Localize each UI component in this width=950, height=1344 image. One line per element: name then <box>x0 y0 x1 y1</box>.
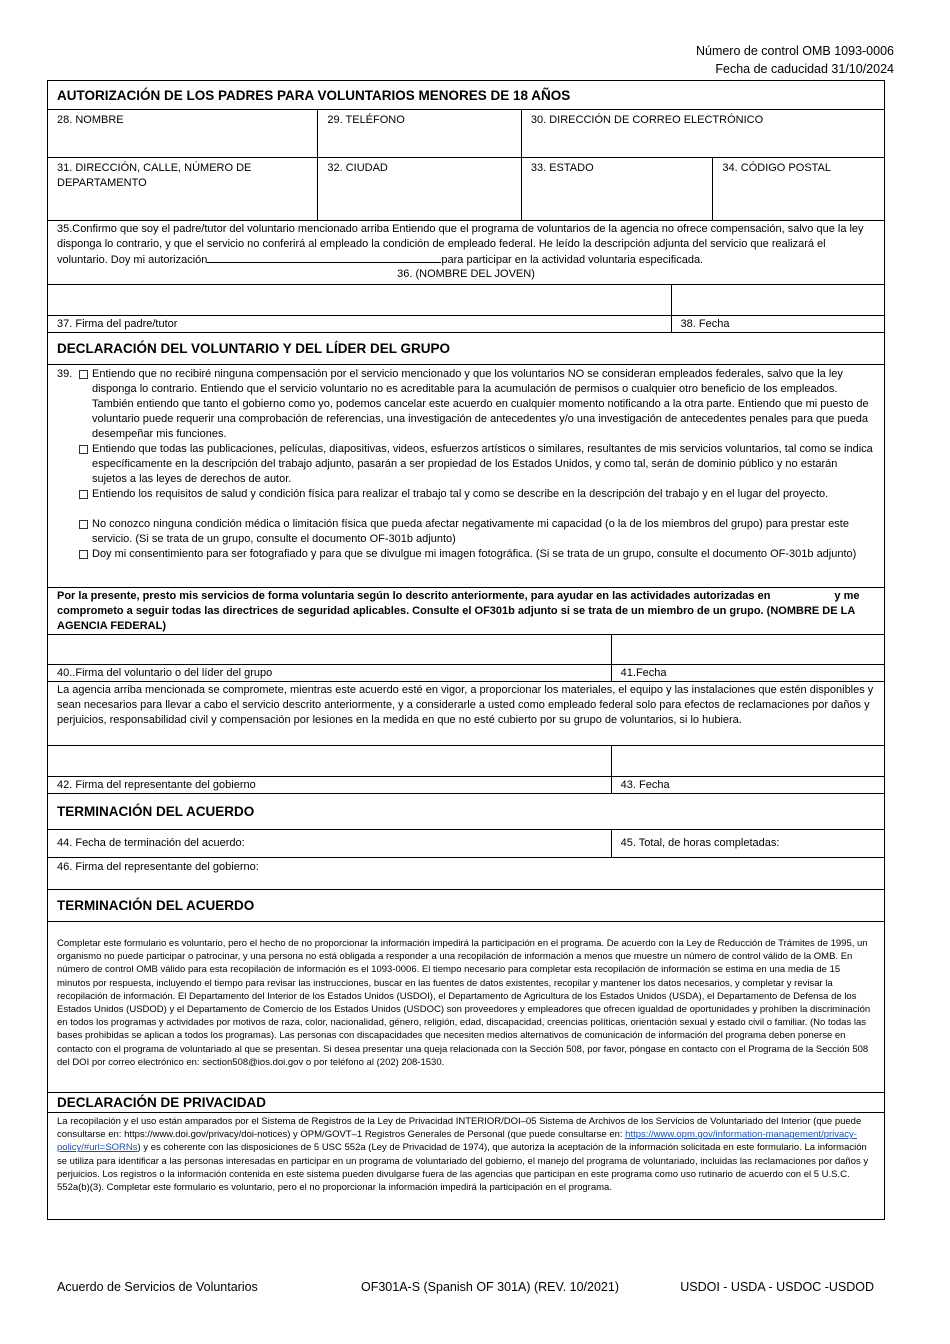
checkbox-icon[interactable] <box>79 445 88 454</box>
gov-signature-row <box>48 746 884 794</box>
declaration-item <box>79 487 875 502</box>
declaration-text: Entiendo que no recibiré ninguna compensación por el servicio mencionado y que los voluntarios NO se consideran empleados federales, salvo que la ley disponga lo contrario. Entiendo que el servicio voluntario no es acreditable para la acumulación de permisos o cualquier otro beneficio de los empleados. También entiendo que tanto el gobierno como yo, podemos cancelar este acuerdo en cualquier momento notificando a la otra parte. Entiendo que mi puesto de voluntario puede requerir una comprobación de referencias, una investigación de antecedentes y/o una investigación de antecedentes penales para que pueda desempeñar mis funciones. <box>92 368 869 440</box>
state-field[interactable]: 33. ESTADO <box>522 158 714 220</box>
service-statement-text: Por la presente, presto mis servicios de forma voluntaria según lo descrito anteriormente, para ayudar en las actividades autorizadas en <box>57 590 771 602</box>
burden-title: TERMINACIÓN DEL ACUERDO <box>57 898 255 913</box>
declaration-item <box>79 517 875 547</box>
agency-commitment: La agencia arriba mencionada se compromete, mientras este acuerdo esté en vigor, a proporcionar los materiales, el equipo y las instalaciones que estén disponibles y sean necesarios para llevar a cabo el servicio descrito anteriormente, y a considerarle a usted como empleado federal solo para efectos de reclamaciones por daños y perjuicios, responsabilidad civil y compensación por lesiones en la medida en que no esté cubierto por su grupo de voluntarios, si lo hubiera. <box>57 684 874 726</box>
burden-statement-row <box>48 922 884 1093</box>
privacy-text-end: ) y es coherente con las disposiciones de 5 USC 552a (Ley de Privacidad de 1974), que autoriza la aceptación de la información solicitada en este formulario. La información se utiliza para identificar a las personas interesadas en participar en un programa de voluntariado del gobierno, el manejo del programa de voluntariado, incluidas las reclamaciones por daños y perjuicios. Los registros o la información contenida en este sistema pueden divulgarse fuera de las agencias que participan en este programa como uso rutinario de acuerdo con el 5 U.S.C. 552a(b)(3). Completar este formulario es voluntario, pero el no proporcionar la información impedirá la participación en el programa. <box>57 1142 869 1194</box>
service-statement <box>48 588 884 634</box>
youth-name-label: 36. (NOMBRE DEL JOVEN) <box>397 268 535 280</box>
termination-title: TERMINACIÓN DEL ACUERDO <box>57 804 255 819</box>
parental-authorization-title: AUTORIZACIÓN DE LOS PADRES PARA VOLUNTARIOS MENORES DE 18 AÑOS <box>57 87 571 103</box>
declaration-text: Entiendo que todas las publicaciones, películas, diapositivas, videos, esfuerzos artísticos o similares, resultantes de mis servicios voluntarios, tal como se indica específicamente en la descripción del trabajo adjunto, pasarán a ser propiedad de los Estados Unidos, y como tal, serán de dominio público y no estarán sujetos a las leyes de derechos de autor. <box>92 443 873 485</box>
section-title-row <box>48 794 884 830</box>
burden-statement: Completar este formulario es voluntario, pero el hecho de no proporcionar la información impedirá la participación en el programa. De acuerdo con la Ley de Reducción de Trámites de 1995, un organismo no puede participar o patrocinar, y una persona no está obligada a responder a una recopilación de información a menos que muestre un número de control válido de la OMB. En número de control OMB válido para esta recopilación de información es el 1093-0006. El tiempo necesario para completar esta recopilación de información se estima en una media de 15 minutos por respuesta, incluyendo el tiempo para revisar las instrucciones, buscar en las fuentes de datos existentes, recopilar y mantener los datos necesarios, y completar y revisar la recopilación de información. El Departamento del Interior de los Estados Unidos (USDOI), el Departamento de Agricultura de los Estados Unidos (USDA), el Departamento de Defensa de los Estados Unidos (USDOD) y el Departamento de Comercio de los Estados Unidos (USDOC) son proveedores y empleadores que ofrecen igualdad de oportunidades y prohíben la discriminación en todos los programas y actividades por motivos de raza, color, nacionalidad, género, religión, edad, discapacidad, creencias políticas, orientación sexual y estado civil o familiar. (No todas las bases prohibidas se aplican a todos los programas). Las personas con discapacidades que necesiten medios alternativos de comunicación de información del programa deben ponerse en contacto con el programa de voluntariado al que se presentan. Si desea presentar una queja relacionada con la Sección 508, por favor, póngase en contacto con el Programa de la Sección 508 del DOI por correo electrónico en: section508@ios.doi.gov o por teléfono al (202) 208-1530. <box>57 938 871 1068</box>
volunteer-signature-cell <box>48 635 612 681</box>
gov-signature-cell <box>48 746 612 793</box>
declaration-text: Entiendo los requisitos de salud y condición física para realizar el trabajo tal y como se describe en la descripción del trabajo y en el lugar del proyecto. <box>92 488 829 500</box>
volunteer-date-cell <box>612 635 884 681</box>
declarations-number: 39. <box>57 368 73 380</box>
privacy-statement-row <box>48 1113 884 1219</box>
section-title-row <box>48 81 884 110</box>
parent-confirmation-text-end: para participar en la actividad voluntaria especificada. <box>441 254 704 266</box>
declaration-item <box>79 442 875 487</box>
volunteer-signature-row <box>48 635 884 682</box>
checkbox-icon[interactable] <box>79 370 88 379</box>
youth-name-input[interactable] <box>207 252 441 263</box>
checkbox-icon[interactable] <box>79 490 88 499</box>
service-statement-text-end: y me comprometo a seguir todas las directrices de seguridad aplicables. Consulte el OF301b adjunto si se trata de un miembro de un grupo. (NOMBRE DE LA AGENCIA FEDERAL) <box>57 590 860 632</box>
gov-signature-input[interactable] <box>48 746 611 777</box>
declarations-list <box>79 367 875 584</box>
omb-header <box>696 42 894 78</box>
city-field[interactable]: 32. CIUDAD <box>318 158 522 220</box>
checkbox-icon[interactable] <box>79 520 88 529</box>
volunteer-signature-input[interactable] <box>48 635 611 665</box>
parent-confirmation <box>48 221 884 284</box>
service-statement-row <box>48 588 884 635</box>
parent-signature-input[interactable] <box>48 285 671 316</box>
address-field[interactable]: 31. DIRECCIÓN, CALLE, NÚMERO DE DEPARTAMENTO <box>48 158 318 220</box>
termination-row <box>48 830 884 858</box>
privacy-statement <box>48 1113 884 1219</box>
phone-field[interactable]: 29. TELÉFONO <box>318 110 522 157</box>
omb-control-number: Número de control OMB 1093-0006 <box>695 44 894 58</box>
section-title-row <box>48 890 884 922</box>
footer-agencies: USDOI - USDA - USDOC -USDOD <box>680 1280 874 1294</box>
total-hours-field[interactable]: 45. Total, de horas completadas: <box>620 837 780 849</box>
footer-form-title: Acuerdo de Servicios de Voluntarios <box>57 1280 258 1294</box>
gov-date-cell <box>612 746 884 793</box>
privacy-title: DECLARACIÓN DE PRIVACIDAD <box>57 1095 267 1110</box>
declaration-item <box>79 547 875 562</box>
agency-commitment-row <box>48 682 884 746</box>
section-title-row <box>48 1093 884 1113</box>
zip-field[interactable]: 34. CÓDIGO POSTAL <box>722 162 832 174</box>
footer-form-number: OF301A-S (Spanish OF 301A) (REV. 10/2021) <box>361 1280 620 1294</box>
gov-date-input[interactable] <box>612 746 884 777</box>
declaration-text: Doy mi consentimiento para ser fotografiado y para que se divulgue mi imagen fotográfica. (Si se trata de un grupo, consulte el documento OF-301b adjunto) <box>92 548 857 560</box>
volunteer-signature-label: 40..Firma del voluntario o del líder del grupo <box>57 667 273 679</box>
parent-signature-label: 37. Firma del padre/tutor <box>57 318 178 330</box>
termination-signature-field[interactable]: 46. Firma del representante del gobierno: <box>57 861 259 873</box>
parent-date-label: 38. Fecha <box>680 318 730 330</box>
volunteer-declaration-title: DECLARACIÓN DEL VOLUNTARIO Y DEL LÍDER DEL GRUPO <box>57 341 451 356</box>
parent-confirmation-text: 35.Confirmo que soy el padre/tutor del voluntario mencionado arriba Entiendo que el programa de voluntarios de la agencia no ofrece compensación, salvo que la ley disponga lo contrario, y que el servicio no conferirá al empleado la condición de empleado federal. He leído la descripción adjunta del servicio que realizará el voluntario. Doy mi autorización <box>57 223 864 266</box>
gov-date-label: 43. Fecha <box>620 779 670 791</box>
parent-date-input[interactable] <box>672 285 884 316</box>
opm-privacy-link[interactable]: https://www.opm.gov/information-management/privacy-policy/#url=SORNs <box>57 1129 857 1154</box>
volunteer-date-label: 41.Fecha <box>620 667 667 679</box>
volunteer-date-input[interactable] <box>612 635 884 665</box>
contact-row <box>48 110 884 158</box>
termination-date-field[interactable]: 44. Fecha de terminación del acuerdo: <box>48 830 612 857</box>
termination-signature-row <box>48 858 884 890</box>
parent-confirmation-row <box>48 221 884 285</box>
email-field[interactable]: 30. DIRECCIÓN DE CORREO ELECTRÓNICO <box>530 114 764 126</box>
privacy-text: La recopilación y el uso están amparados por el Sistema de Registros de la Ley de Privacidad INTERIOR/DOI–05 Sistema de Archivos de los Servicios de Voluntariado del Interior (que puede consultarse en: https://www.doi.gov/privacy/doi-notices) y OPM/GOVT–1 Registros Generales de Personal (que puede consultarse en: <box>57 1116 862 1141</box>
checkbox-icon[interactable] <box>79 550 88 559</box>
omb-expiry-date: Fecha de caducidad 31/10/2024 <box>715 62 894 76</box>
declaration-text: No conozco ninguna condición médica o limitación física que pueda afectar negativamente mi capacidad (o la de los miembros del grupo) para prestar este servicio. (Si se trata de un grupo, consulte el documento OF-301b adjunto) <box>92 518 849 545</box>
address-row <box>48 158 884 221</box>
parent-signature-row <box>48 285 884 333</box>
parent-signature-cell <box>48 285 672 332</box>
declarations-row <box>48 365 884 588</box>
name-field[interactable]: 28. NOMBRE <box>48 110 318 157</box>
gov-signature-label: 42. Firma del representante del gobierno <box>57 779 256 791</box>
form <box>47 80 885 1220</box>
parent-date-cell <box>672 285 884 332</box>
declarations-cell <box>48 365 884 587</box>
declaration-item <box>79 367 875 442</box>
section-title-row <box>48 333 884 365</box>
